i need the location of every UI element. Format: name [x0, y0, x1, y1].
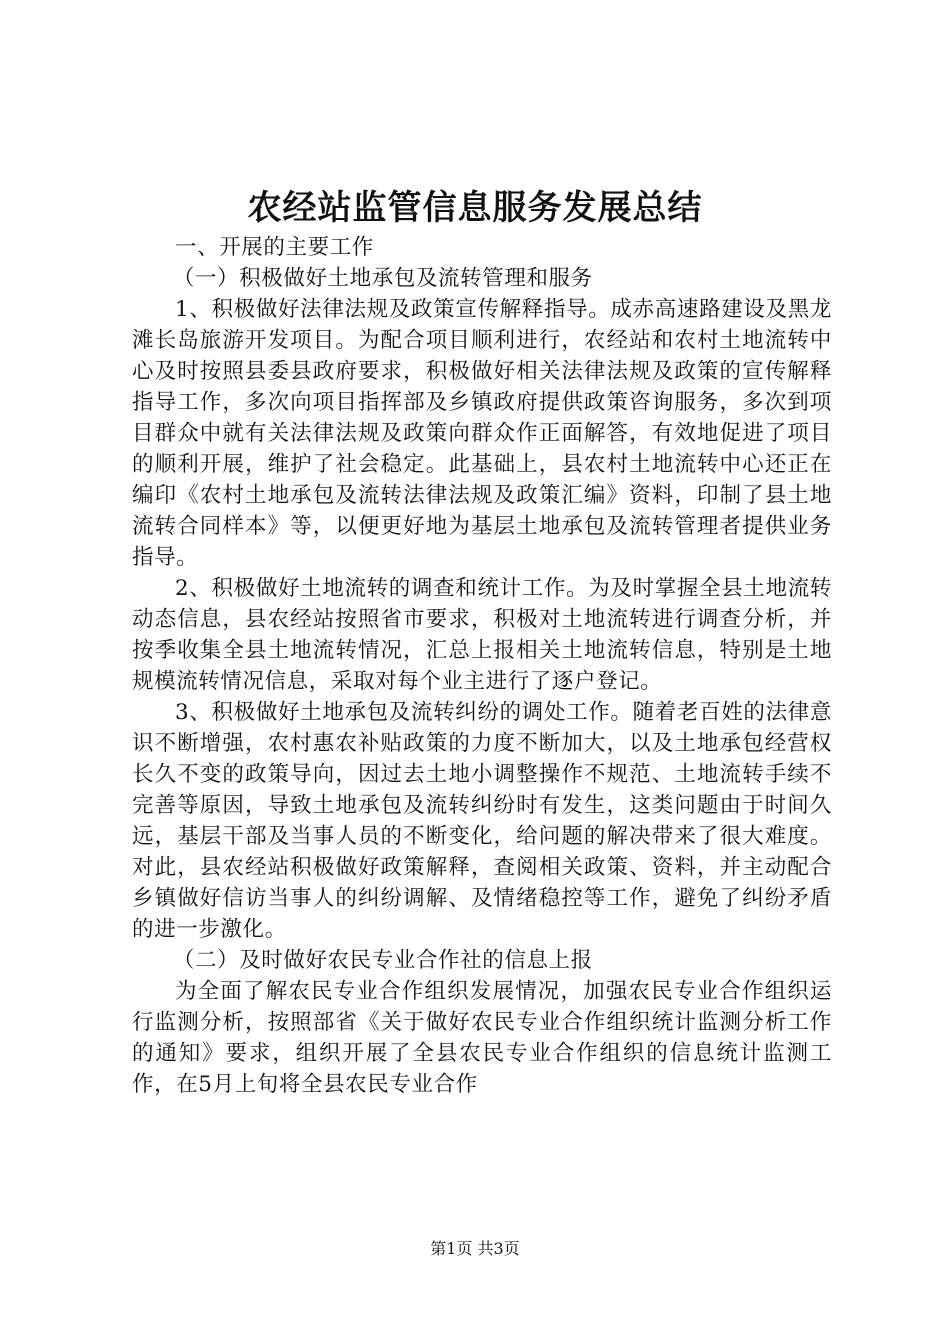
- paragraph-land-survey: 2、积极做好土地流转的调查和统计工作。为及时掌握全县土地流转动态信息，县农经站按照省市要求，积极对土地流转进行调查分析，并按季收集全县土地流转情况，汇总上报相关土地流转信息，特别是土地规模流转情况信息，采取对每个业主进行了逐户登记。: [132, 576, 832, 694]
- paragraph-dispute-mediation: 3、积极做好土地承包及流转纠纷的调处工作。随着老百姓的法律意识不断增强，农村惠农补贴政策的力度不断加大，以及土地承包经营权长久不变的政策导向，因过去土地小调整操作不规范、土地流转手续不完善等原因，导致土地承包及流转纠纷时有发生，这类问题由于时间久远，基层干部及当事人员的不断变化，给问题的解决带来了很大难度。对此，县农经站积极做好政策解释，查阅相关政策、资料，并主动配合乡镇做好信访当事人的纠纷调解、及情绪稳控等工作，避免了纠纷矛盾的进一步激化。: [132, 700, 832, 942]
- paragraph-law-policy: 1、积极做好法律法规及政策宣传解释指导。成赤高速路建设及黑龙滩长岛旅游开发项目。为配合项目顺利进行，农经站和农村土地流转中心及时按照县委县政府要求，积极做好相关法律法规及政策的宣传解释指导工作，多次向项目指挥部及乡镇政府提供政策咨询服务，多次到项目群众中就有关法律法规及政策向群众作正面解答，有效地促进了项目的顺利开展，维护了社会稳定。此基础上，县农村土地流转中心还正在编印《农村土地承包及流转法律法规及政策汇编》资料，印制了县土地流转合同样本》等，以便更好地为基层土地承包及流转管理者提供业务指导。: [132, 297, 832, 570]
- document-body: [132, 232, 832, 1100]
- document-title: 农经站监管信息服务发展总结: [247, 188, 703, 228]
- paragraph-cooperative-monitoring: 为全面了解农民专业合作组织发展情况，加强农民专业合作组织运行监测分析，按照部省《关于做好农民专业合作组织统计监测分析工作的通知》要求，组织开展了全县农民专业合作组织的信息统计监测工作，在5月上旬将全县农民专业合作: [132, 979, 832, 1097]
- section-heading-cooperatives: （二）及时做好农民专业合作社的信息上报: [172, 948, 593, 973]
- section-heading-land-contract: （一）积极做好土地承包及流转管理和服务: [172, 266, 593, 291]
- heading-main-work: 一、开展的主要工作: [175, 235, 374, 260]
- page-indicator: 第1页 共3页: [430, 1239, 520, 1258]
